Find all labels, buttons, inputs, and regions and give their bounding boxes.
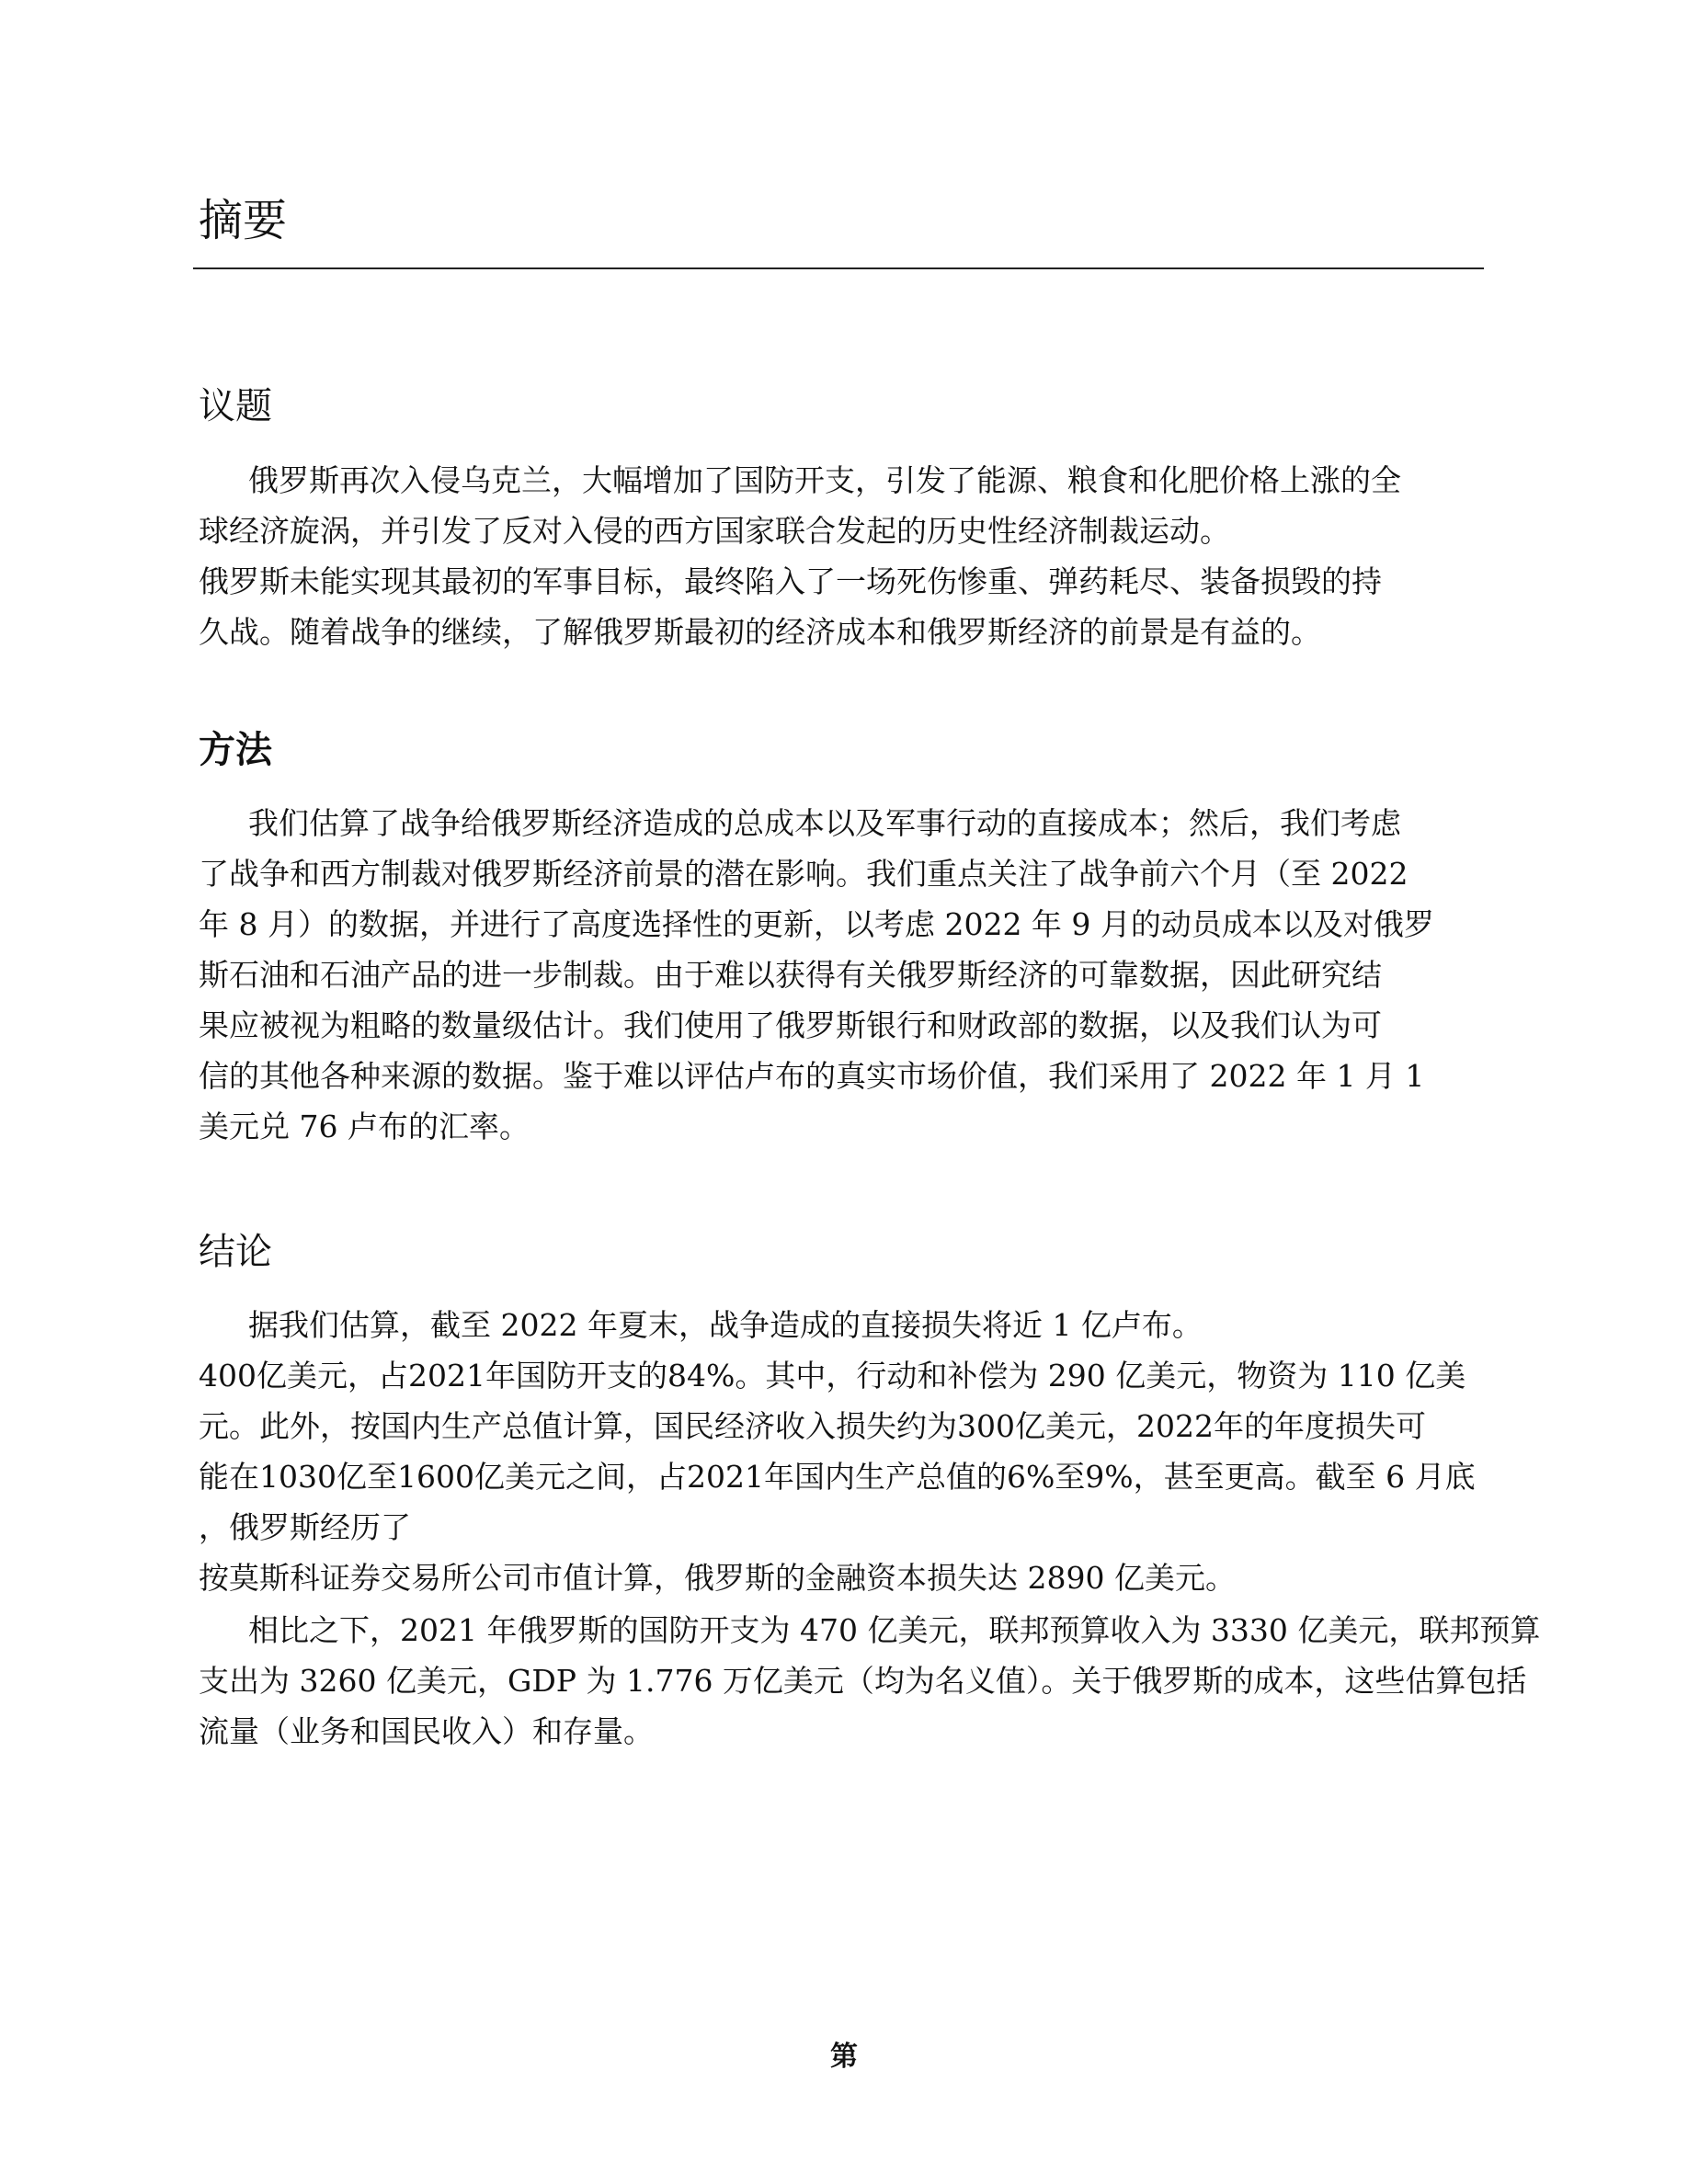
text-line: 400亿美元，占2021年国防开支的84%。其中，行动和补偿为 290 亿美元，物资为 110 亿美 xyxy=(199,1358,1466,1393)
section-issue-paragraph xyxy=(199,455,1578,657)
page-title: 摘要 xyxy=(199,195,288,246)
text-line: 美元兑 76 卢布的汇率。 xyxy=(199,1109,530,1144)
text-line: 元。此外，按国内生产总值计算，国民经济收入损失约为300亿美元，2022年的年度损失可 xyxy=(199,1408,1426,1444)
section-conclusion-paragraph xyxy=(199,1300,1578,1603)
page-footer: 第 xyxy=(830,2041,858,2073)
text-line: 按莫斯科证券交易所公司市值计算，俄罗斯的金融资本损失达 2890 亿美元。 xyxy=(199,1560,1236,1596)
text-line: 能在1030亿至1600亿美元之间，占2021年国内生产总值的6%至9%，甚至更高。截至 6 月底 xyxy=(199,1459,1476,1495)
text-line: 俄罗斯未能实现其最初的军事目标，最终陷入了一场死伤惨重、弹药耗尽、装备损毁的持 xyxy=(199,563,1382,599)
text-line: 了战争和西方制裁对俄罗斯经济前景的潜在影响。我们重点关注了战争前六个月（至 2022 xyxy=(199,856,1409,892)
text-line: 球经济旋涡，并引发了反对入侵的西方国家联合发起的历史性经济制裁运动。 xyxy=(199,513,1230,549)
section-heading-issue: 议题 xyxy=(199,385,272,427)
section-heading-conclusion: 结论 xyxy=(199,1231,272,1273)
title-divider xyxy=(193,267,1484,269)
text-line: 据我们估算，截至 2022 年夏末，战争造成的直接损失将近 1 亿卢布。 xyxy=(248,1307,1203,1343)
section-method-paragraph xyxy=(199,798,1578,1152)
text-line: 久战。随着战争的继续，了解俄罗斯最初的经济成本和俄罗斯经济的前景是有益的。 xyxy=(199,614,1321,650)
text-line: 相比之下，2021 年俄罗斯的国防开支为 470 亿美元，联邦预算收入为 3330 亿美元，联邦预算 xyxy=(248,1612,1541,1648)
section-heading-method: 方法 xyxy=(199,728,272,771)
text-line: 斯石油和石油产品的进一步制裁。由于难以获得有关俄罗斯经济的可靠数据，因此研究结 xyxy=(199,957,1382,993)
text-line: 我们估算了战争给俄罗斯经济造成的总成本以及军事行动的直接成本；然后，我们考虑 xyxy=(248,805,1401,841)
section-conclusion-paragraph-2 xyxy=(199,1605,1578,1757)
text-line: ，俄罗斯经历了 xyxy=(199,1509,411,1545)
text-line: 流量（业务和国民收入）和存量。 xyxy=(199,1713,654,1749)
text-line: 支出为 3260 亿美元，GDP 为 1.776 万亿美元（均为名义值）。关于俄罗斯的成本，这些估算包括 xyxy=(199,1663,1527,1699)
text-line: 年 8 月）的数据，并进行了高度选择性的更新，以考虑 2022 年 9 月的动员成本以及对俄罗 xyxy=(199,906,1434,942)
text-line: 俄罗斯再次入侵乌克兰，大幅增加了国防开支，引发了能源、粮食和化肥价格上涨的全 xyxy=(248,462,1401,498)
text-line: 果应被视为粗略的数量级估计。我们使用了俄罗斯银行和财政部的数据，以及我们认为可 xyxy=(199,1007,1382,1043)
text-line: 信的其他各种来源的数据。鉴于难以评估卢布的真实市场价值，我们采用了 2022 年 1 月 1 xyxy=(199,1058,1425,1094)
